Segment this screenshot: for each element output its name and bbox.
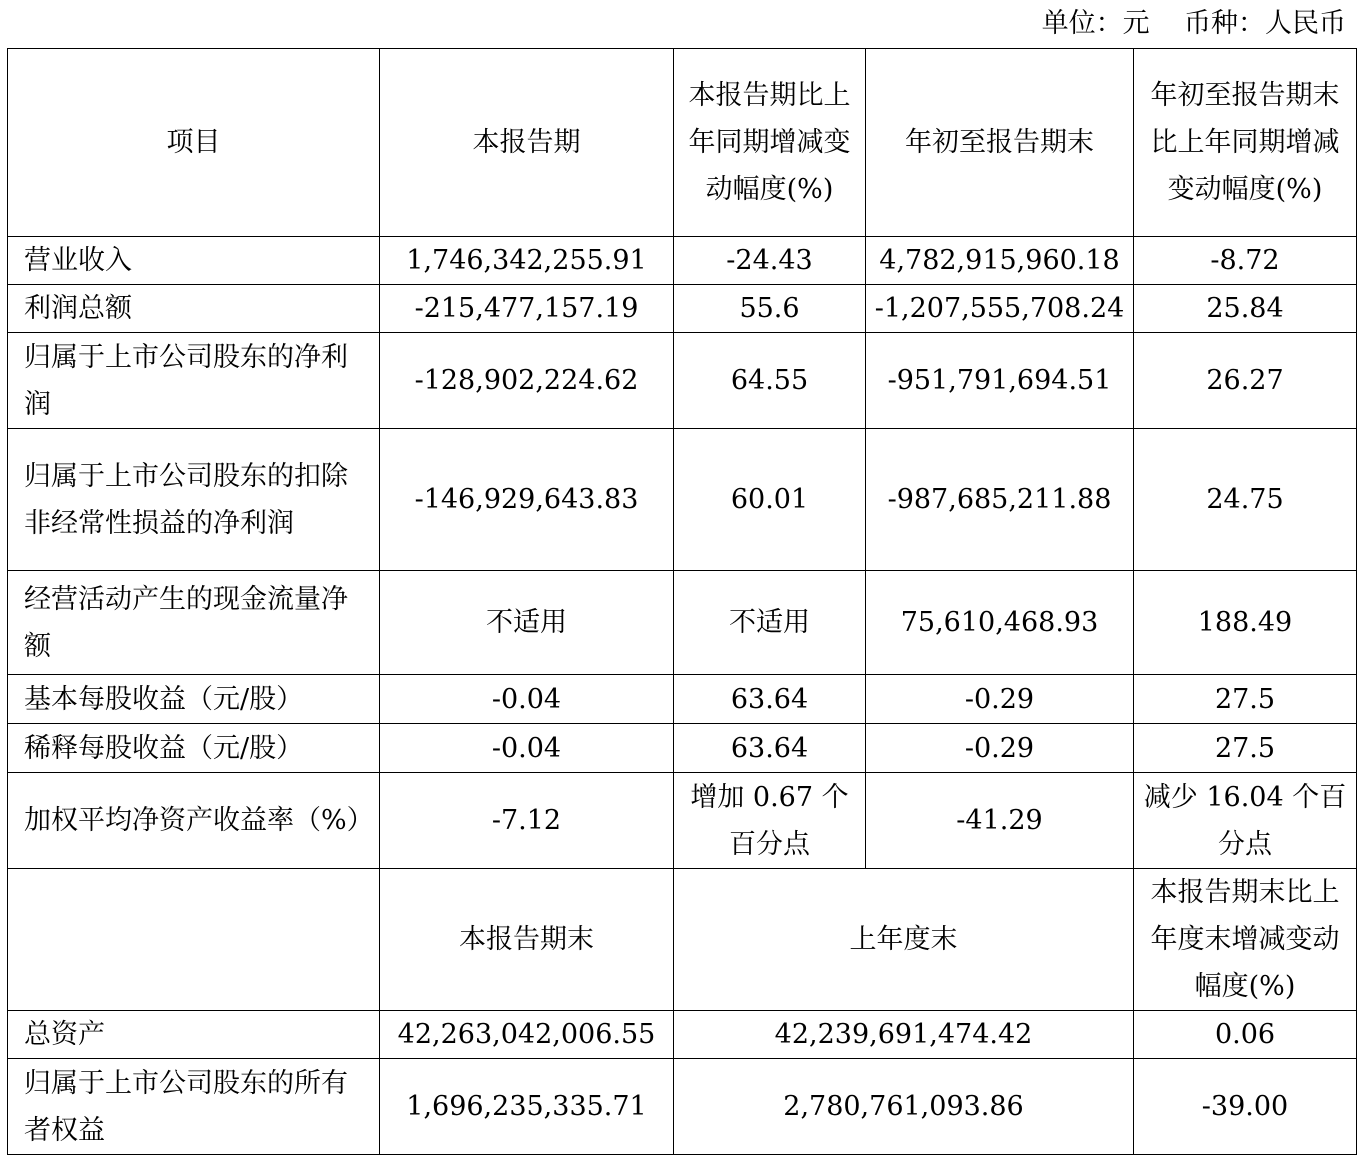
cell-last-year-end: 2,780,761,093.86 [674,1059,1134,1155]
cell-current: -215,477,157.19 [380,285,674,333]
cell-current: -0.04 [380,724,674,773]
table-row [8,571,1357,675]
financial-data-table [7,48,1357,1155]
cell-current: 不适用 [380,571,674,675]
subheader-change: 本报告期末比上年度末增减变动幅度(%) [1134,869,1357,1011]
row-label: 归属于上市公司股东的净利润 [8,333,380,429]
row-label: 归属于上市公司股东的所有者权益 [8,1059,380,1155]
header-current-change: 本报告期比上年同期增减变动幅度(%) [674,49,866,237]
table-row [8,237,1357,285]
row-label: 加权平均净资产收益率（%） [8,773,380,869]
cell-ytd-change: 24.75 [1134,429,1357,571]
header-item: 项目 [8,49,380,237]
cell-current-change: 60.01 [674,429,866,571]
cell-current: -128,902,224.62 [380,333,674,429]
cell-ytd-change: 27.5 [1134,724,1357,773]
table-row [8,1011,1357,1059]
cell-ytd-change: 188.49 [1134,571,1357,675]
subheader-item [8,869,380,1011]
cell-current: -146,929,643.83 [380,429,674,571]
cell-current-change: 不适用 [674,571,866,675]
cell-ytd: -0.29 [866,675,1134,724]
table-row [8,429,1357,571]
cell-current-change: 63.64 [674,724,866,773]
row-label: 基本每股收益（元/股） [8,675,380,724]
cell-current: -7.12 [380,773,674,869]
table-row [8,675,1357,724]
table-row [8,333,1357,429]
unit-currency-note: 单位：元 币种：人民币 [1041,8,1346,39]
cell-ytd: -0.29 [866,724,1134,773]
cell-change: -39.00 [1134,1059,1357,1155]
table-subheader-row [8,869,1357,1011]
row-label: 稀释每股收益（元/股） [8,724,380,773]
subheader-period-end: 本报告期末 [380,869,674,1011]
cell-ytd: -1,207,555,708.24 [866,285,1134,333]
cell-ytd: -951,791,694.51 [866,333,1134,429]
cell-change: 0.06 [1134,1011,1357,1059]
cell-current-change: 64.55 [674,333,866,429]
table-row [8,773,1357,869]
table-row [8,724,1357,773]
row-label: 利润总额 [8,285,380,333]
header-ytd: 年初至报告期末 [866,49,1134,237]
table-header-row [8,49,1357,237]
cell-current: -0.04 [380,675,674,724]
cell-ytd-change: 27.5 [1134,675,1357,724]
cell-ytd: 75,610,468.93 [866,571,1134,675]
cell-ytd-change: -8.72 [1134,237,1357,285]
cell-current-change: 增加 0.67 个百分点 [674,773,866,869]
table-row [8,1059,1357,1155]
cell-current-change: 63.64 [674,675,866,724]
cell-ytd-change: 25.84 [1134,285,1357,333]
cell-ytd-change: 26.27 [1134,333,1357,429]
cell-ytd: 4,782,915,960.18 [866,237,1134,285]
cell-current: 1,746,342,255.91 [380,237,674,285]
cell-ytd: -41.29 [866,773,1134,869]
table-row [8,285,1357,333]
subheader-last-year-end: 上年度末 [674,869,1134,1011]
cell-current-change: 55.6 [674,285,866,333]
header-current-period: 本报告期 [380,49,674,237]
cell-current-change: -24.43 [674,237,866,285]
cell-ytd: -987,685,211.88 [866,429,1134,571]
cell-period-end: 1,696,235,335.71 [380,1059,674,1155]
row-label: 经营活动产生的现金流量净额 [8,571,380,675]
row-label: 归属于上市公司股东的扣除非经常性损益的净利润 [8,429,380,571]
row-label: 营业收入 [8,237,380,285]
cell-last-year-end: 42,239,691,474.42 [674,1011,1134,1059]
cell-period-end: 42,263,042,006.55 [380,1011,674,1059]
header-ytd-change: 年初至报告期末比上年同期增减变动幅度(%) [1134,49,1357,237]
row-label: 总资产 [8,1011,380,1059]
cell-ytd-change: 减少 16.04 个百分点 [1134,773,1357,869]
